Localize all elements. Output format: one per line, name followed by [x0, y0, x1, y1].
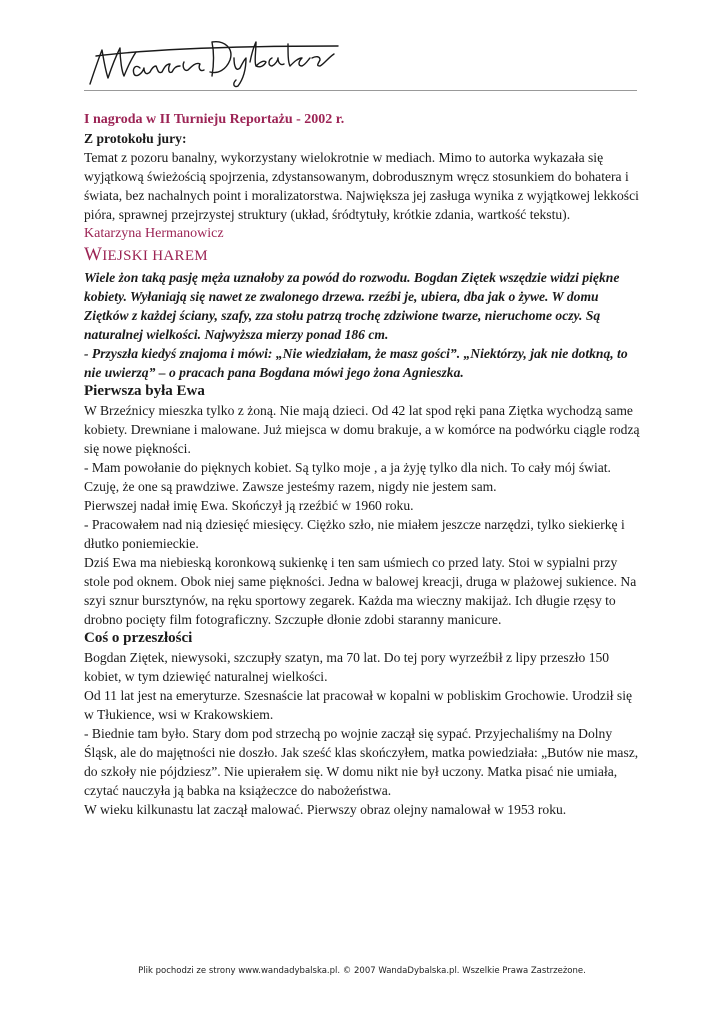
paragraph: - Pracowałem nad nią dziesięć miesięcy. Ciężko szło, nie miałem jeszcze narzędzi, tylko siekierkę i dłutko poniemieckie.	[84, 517, 625, 551]
paragraph: - Biednie tam było. Stary dom pod strzechą po wojnie zaczął się sypać. Przyjechaliśmy na Dolny Śląsk, ale do majętności nie doszło. Jak sześć klas skończyłem, matka powiedziała: „Butów nie masz, do szkoły nie pójdziesz”. Nie upierałem się. W domu nikt nie był uczony. Matka pisać nie umiała, czytać nauczyła ją babka na książeczce do nabożeństwa.	[84, 726, 639, 798]
section-heading-1: Pierwsza była Ewa	[84, 383, 205, 399]
article-title-initial: W	[84, 244, 103, 265]
header-divider	[84, 90, 637, 91]
article-lead: Wiele żon taką pasję męża uznałoby za powód do rozwodu. Bogdan Ziętek wszędzie widzi piękne kobiety. Wyłaniają się nawet ze zwalonego drzewa. rzeźbi je, ubiera, dba jak o żywe. W domu Ziętków z każdej ściany, szafy, zza stołu patrzą trochę zdziwione twarze, nieruchome oczy. Są naturalnej wielkości. Najwyższa mierzy ponad 186 cm.	[84, 270, 620, 342]
article-author: Katarzyna Hermanowicz	[84, 226, 224, 241]
award-title: I nagroda w II Turnieju Reportażu - 2002 r.	[84, 112, 345, 127]
paragraph: Dziś Ewa ma niebieską koronkową sukienkę i ten sam uśmiech co przed laty. Stoi w sypialni przy stole pod oknem. Obok niej same piękności. Jedna w balowej kreacji, druga w plażowej sukience. Na szyi sznur bursztynów, na ręku sportowy zegarek. Każda ma wieczny makijaż. Ich długie rzęsy to drobno pocięty film fotograficzny. Szczupłe dłonie zdobi staranny manicure.	[84, 555, 637, 627]
paragraph: W Brzeźnicy mieszka tylko z żoną. Nie mają dzieci. Od 42 lat spod ręki pana Ziętka wychodzą same kobiety. Drewniane i malowane. Już miejsca w domu brakuje, a w komórce na podwórku ciągle rodzą się nowe piękności.	[84, 403, 640, 456]
jury-heading: Z protokołu jury:	[84, 131, 187, 146]
section-heading-2: Coś o przeszłości	[84, 630, 193, 646]
page-footer: Plik pochodzi ze strony www.wandadybalska.pl. © 2007 WandaDybalska.pl. Wszelkie Prawa Zastrzeżone.	[138, 966, 586, 976]
signature-logo	[84, 32, 344, 88]
paragraph: Bogdan Ziętek, niewysoki, szczupły szatyn, ma 70 lat. Do tej pory wyrzeźbił z lipy przeszło 150 kobiet, w tym dziewięć naturalnej wielkości.	[84, 650, 610, 684]
jury-text: Temat z pozoru banalny, wykorzystany wielokrotnie w mediach. Mimo to autorka wykazała się wyjątkową świeżością spojrzenia, zdystansowanym, dobrodusznym wręcz stosunkiem do bohatera i świata, bez nachalnych point i moralizatorstwa. Największa jej zasługa wynika z wyjątkowej lekkości pióra, sprawnej przejrzystej struktury (układ, śródtytuły, krótkie zdania, wartkość tekstu).	[84, 150, 639, 222]
article-lead-quote: - Przyszła kiedyś znajoma i mówi: „Nie wiedziałam, że masz gości”. „Niektórzy, jak nie dotkną, to nie uwierzą” – o pracach pana Bogdana mówi jego żona Agnieszka.	[84, 346, 628, 380]
paragraph: - Mam powołanie do pięknych kobiet. Są tylko moje , a ja żyję tylko dla nich. To cały mój świat. Czuję, że one są prawdziwe. Zawsze jesteśmy razem, nigdy nie jestem sam.	[84, 460, 611, 494]
paragraph: Od 11 lat jest na emeryturze. Szesnaście lat pracował w kopalni w pobliskim Grochowie. Urodził się w Tłukience, wsi w Krakowskiem.	[84, 688, 632, 722]
article-title-rest: IEJSKI HAREM	[102, 248, 208, 264]
article-title	[84, 243, 640, 268]
paragraph: Pierwszej nadał imię Ewa. Skończył ją rzeźbić w 1960 roku.	[84, 498, 414, 513]
document-body	[84, 110, 640, 819]
paragraph: W wieku kilkunastu lat zaczął malować. Pierwszy obraz olejny namalował w 1953 roku.	[84, 802, 567, 817]
